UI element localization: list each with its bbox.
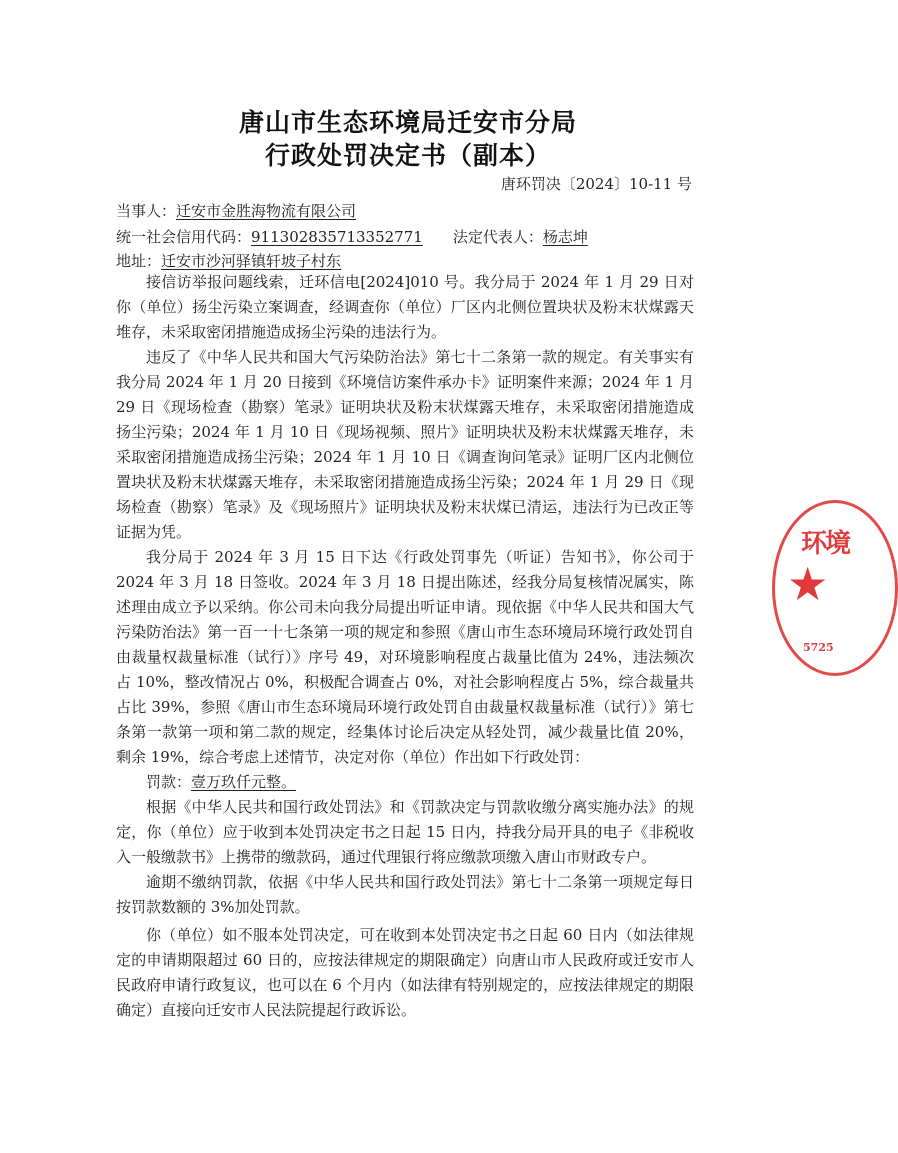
address-value: 迁安市沙河驿镇轩坡子村东 bbox=[161, 252, 342, 270]
seal-star-icon: ★ bbox=[787, 557, 829, 611]
party-label: 当事人： bbox=[116, 202, 177, 220]
legal-rep-label: 法定代表人： bbox=[452, 228, 543, 246]
credit-code-label: 统一社会信用代码： bbox=[116, 228, 252, 246]
address-row bbox=[116, 250, 341, 271]
paragraph-decision-basis: 我分局于 2024 年 3 月 15 日下达《行政处罚事先（听证）告知书》，你公司于 2024 年 3 月 18 日签收。2024 年 3 月 18 日提出陈述，经我分局复核情况属实，陈述理由成立予以采纳。你公司未向我分局提出听证申请。现依据《中华人民共和国大气污染防治法》第一百一十七条第一项的规定和参照《唐山市生态环境局环境行政处罚自由裁量权裁量标准（试行）》序号 49，对环境影响程度占裁量比值为 24%，违法频次占 10%，整改情况占 0%，积极配合调查占 0%，对社会影响程度占 5%，综合裁量共占比 39%，参照《唐山市生态环境局环境行政处罚自由裁量权裁量标准（试行）》第七条第一款第一项和第二款的规定，经集体讨论后决定从轻处罚，减少裁量比值 20%，剩余 19%，综合考虑上述情节，决定对你（单位）作出如下行政处罚： bbox=[116, 548, 694, 766]
credit-code-value: 911302835713352771 bbox=[251, 228, 423, 246]
document-subtitle: 行政处罚决定书（副本） bbox=[264, 141, 551, 170]
paragraph-evidence: 违反了《中华人民共和国大气污染防治法》第七十二条第一款的规定。有关事实有我分局 2024 年 1 月 20 日接到《环境信访案件承办卡》证明案件来源；2024 年 1 月 29 日《现场检查（勘察）笔录》证明块状及粉末状煤露天堆存，未采取密闭措施造成扬尘污染；2024 年 1 月 10 日《现场视频、照片》证明块状及粉末状煤露天堆存，未采取密闭措施造成扬尘污染；2024 年 1 月 10 日《调查询问笔录》证明厂区内北侧位置块状及粉末状煤露天堆存，未采取密闭措施造成扬尘污染；2024 年 1 月 29 日《现场检查（勘察）笔录》及《现场照片》证明块状及粉末状煤已清运，违法行为已改正等证据为凭。 bbox=[116, 348, 694, 541]
fine-label: 罚款： bbox=[146, 773, 192, 791]
fine-row bbox=[116, 770, 694, 795]
address-label: 地址： bbox=[116, 252, 162, 270]
paragraph-late-penalty: 逾期不缴纳罚款，依据《中华人民共和国行政处罚法》第七十二条第一项规定每日按罚款数额的 3%加处罚款。 bbox=[116, 873, 694, 916]
document-body bbox=[116, 270, 694, 1023]
legal-rep-value: 杨志坤 bbox=[542, 228, 588, 246]
party-value: 迁安市金胜海物流有限公司 bbox=[176, 202, 357, 220]
party-row bbox=[116, 200, 356, 221]
paragraph-payment: 根据《中华人民共和国行政处罚法》和《罚款决定与罚款收缴分离实施办法》的规定，你（单位）应于收到本处罚决定书之日起 15 日内，持我分局开具的电子《非税收入一般缴款书》上携带的缴款码，通过代理银行将应缴款项缴入唐山市财政专户。 bbox=[116, 798, 694, 866]
paragraph-case-source: 接信访举报问题线索，迁环信电[2024]010 号。我分局于 2024 年 1 月 29 日对你（单位）扬尘污染立案调查，经调查你（单位）厂区内北侧位置块状及粉末状煤露天堆存，未采取密闭措施造成扬尘污染的违法行为。 bbox=[116, 273, 694, 341]
official-seal bbox=[772, 500, 898, 676]
paragraph-appeal-rights: 你（单位）如不服本处罚决定，可在收到本处罚决定书之日起 60 日内（如法律规定的申请期限超过 60 日的，应按法律规定的期限确定）向唐山市人民政府或迁安市人民政府申请行政复议，也可以在 6 个月内（如法律有特别规定的，应按法律规定的期限确定）直接向迁安市人民法院提起行政诉讼。 bbox=[116, 926, 694, 1019]
fine-amount: 壹万玖仟元整。 bbox=[191, 773, 297, 791]
seal-digits: 5725 bbox=[803, 641, 834, 654]
credit-row bbox=[116, 226, 588, 247]
document-title: 唐山市生态环境局迁安市分局 bbox=[238, 108, 577, 137]
seal-text: 环境 bbox=[801, 529, 850, 559]
document-number: 唐环罚决〔2024〕10-11 号 bbox=[500, 175, 692, 193]
